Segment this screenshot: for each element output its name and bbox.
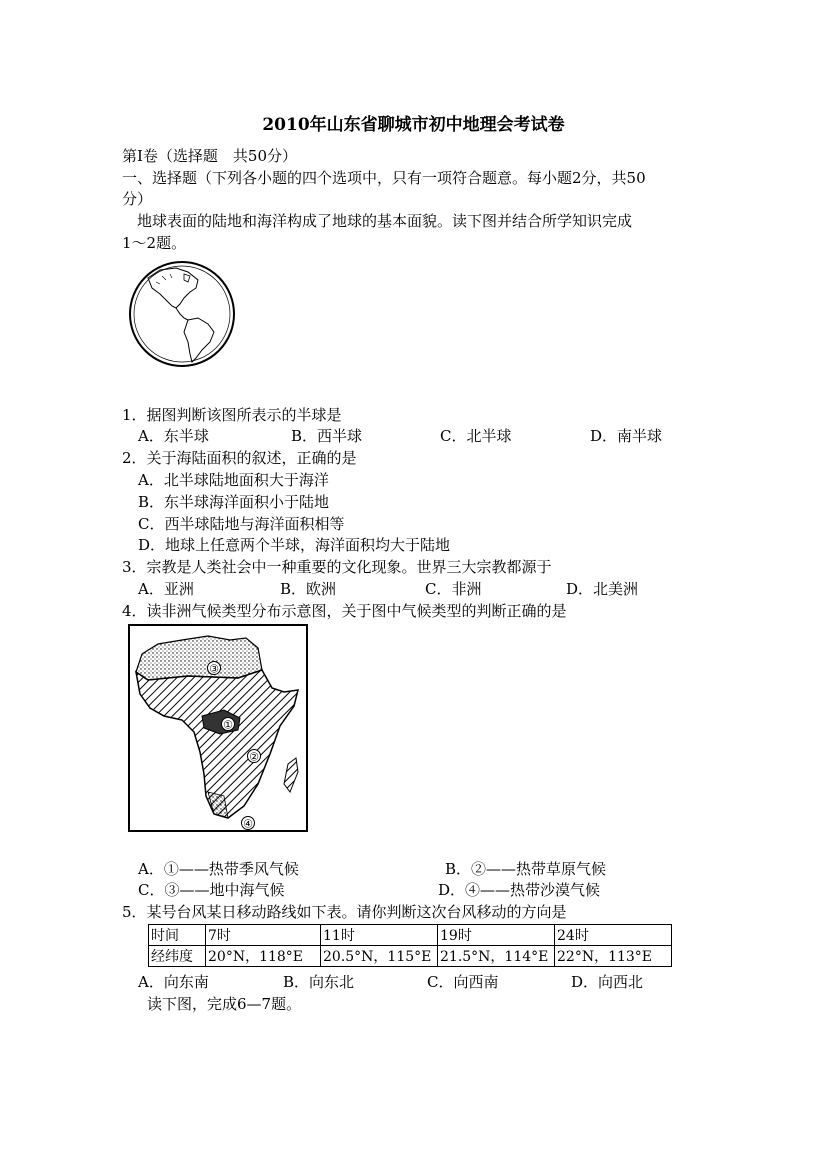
q1-option-c: C．北半球	[440, 427, 512, 445]
q4-option-b: B．②——热带草原气候	[445, 860, 607, 878]
coord-cell: 20°N，118°E	[206, 946, 321, 967]
typhoon-table	[148, 924, 672, 967]
coord-cell: 22°N，113°E	[555, 946, 672, 967]
question-5-stem: 5．某号台风某日移动路线如下表。请你判断这次台风移动的方向是	[122, 903, 567, 921]
map-label-2: ②	[249, 750, 259, 764]
instructions-line-2: 分）	[122, 190, 153, 208]
globe-figure	[126, 258, 238, 370]
q2-option-a: A．北半球陆地面积大于海洋	[138, 471, 329, 489]
q3-option-a: A．亚洲	[138, 580, 194, 598]
intro-line-2: 1～2题。	[122, 234, 187, 252]
q5-option-c: C．向西南	[427, 973, 499, 991]
time-cell: 19时	[438, 925, 555, 946]
map-label-4: ④	[243, 817, 253, 831]
q2-option-b: B．东半球海洋面积小于陆地	[138, 493, 330, 511]
time-header: 时间	[149, 925, 206, 946]
q5-option-d: D．向西北	[571, 973, 644, 991]
page-title: 2010年山东省聊城市初中地理会考试卷	[262, 115, 565, 135]
question-2-stem: 2．关于海陆面积的叙述，正确的是	[122, 449, 357, 467]
instructions-line-1: 一、选择题（下列各小题的四个选项中，只有一项符合题意。每小题2分，共50	[122, 169, 646, 187]
section-heading: 第Ⅰ卷（选择题 共50分）	[122, 147, 298, 165]
map-label-3: ③	[209, 662, 219, 676]
q5-option-a: A．向东南	[138, 973, 209, 991]
q1-option-d: D．南半球	[590, 427, 663, 445]
q1-option-a: A．东半球	[138, 427, 209, 445]
q3-option-b: B．欧洲	[280, 580, 337, 598]
coord-cell: 20.5°N，115°E	[321, 946, 438, 967]
africa-climate-map	[128, 624, 310, 834]
footer-instruction: 读下图，完成6—7题。	[147, 995, 302, 1013]
time-cell: 7时	[206, 925, 321, 946]
q5-option-b: B．向东北	[283, 973, 355, 991]
coord-cell: 21.5°N，114°E	[438, 946, 555, 967]
table-row	[149, 925, 672, 946]
q2-option-d: D．地球上任意两个半球，海洋面积均大于陆地	[138, 536, 451, 554]
intro-line-1: 地球表面的陆地和海洋构成了地球的基本面貌。读下图并结合所学知识完成	[122, 212, 633, 230]
table-row	[149, 946, 672, 967]
time-cell: 24时	[555, 925, 672, 946]
map-label-1: ①	[223, 718, 233, 732]
q4-option-d: D．④——热带沙漠气候	[438, 881, 601, 899]
q2-option-c: C．西半球陆地与海洋面积相等	[138, 515, 345, 533]
question-3-stem: 3．宗教是人类社会中一种重要的文化现象。世界三大宗教都源于	[122, 558, 552, 576]
question-4-stem: 4．读非洲气候类型分布示意图，关于图中气候类型的判断正确的是	[122, 602, 567, 620]
coord-header: 经纬度	[149, 946, 206, 967]
question-1-stem: 1．据图判断该图所表示的半球是	[122, 406, 342, 424]
q3-option-c: C．非洲	[425, 580, 482, 598]
q3-option-d: D．北美洲	[566, 580, 639, 598]
q4-option-a: A．①——热带季风气候	[138, 860, 299, 878]
q1-option-b: B．西半球	[291, 427, 363, 445]
q4-option-c: C．③——地中海气候	[138, 881, 285, 899]
time-cell: 11时	[321, 925, 438, 946]
